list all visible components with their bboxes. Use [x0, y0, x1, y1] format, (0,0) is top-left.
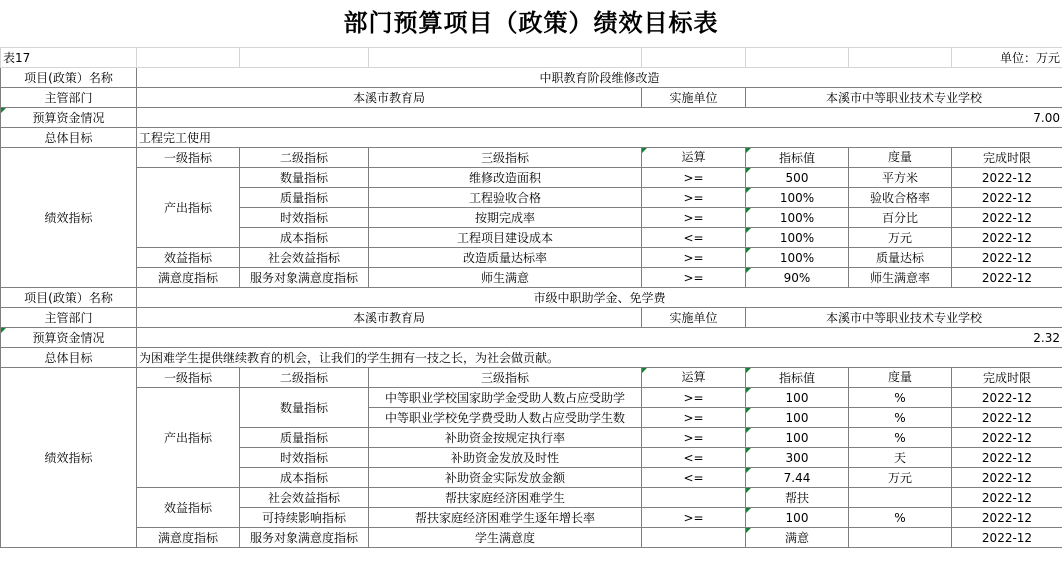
level3-cell: 师生满意: [369, 268, 642, 288]
budget-value: 2.32: [137, 328, 1062, 348]
level3-cell: 帮扶家庭经济困难学生: [369, 488, 642, 508]
operator-cell: >=: [642, 408, 746, 428]
level1-cell: 满意度指标: [137, 268, 240, 288]
operator-cell: >=: [642, 248, 746, 268]
unit-label: 单位：万元: [952, 48, 1062, 68]
value-cell: 100: [746, 428, 849, 448]
operator-cell: >=: [642, 508, 746, 528]
budget-value: 7.00: [137, 108, 1062, 128]
deadline-cell: 2022-12: [952, 448, 1062, 468]
header-level3: 三级指标: [369, 368, 642, 388]
level1-cell: 效益指标: [137, 488, 240, 528]
level1-cell: 产出指标: [137, 388, 240, 488]
level2-cell: 质量指标: [240, 188, 369, 208]
operator-cell: >=: [642, 428, 746, 448]
header-level2: 二级指标: [240, 368, 369, 388]
level3-cell: 按期完成率: [369, 208, 642, 228]
goal-label: 总体目标: [1, 348, 137, 368]
level2-cell: 可持续影响指标: [240, 508, 369, 528]
operator-cell: >=: [642, 388, 746, 408]
value-cell: 300: [746, 448, 849, 468]
unit-cell: 百分比: [849, 208, 952, 228]
header-deadline: 完成时限: [952, 368, 1062, 388]
level1-cell: 效益指标: [137, 248, 240, 268]
value-cell: 100: [746, 388, 849, 408]
dept-row: [1, 88, 1062, 108]
goal-label: 总体目标: [1, 128, 137, 148]
budget-label: 预算资金情况: [1, 328, 137, 348]
level2-cell: 成本指标: [240, 468, 369, 488]
level3-cell: 中等职业学校免学费受助人数占应受助学生数: [369, 408, 642, 428]
header-level3: 三级指标: [369, 148, 642, 168]
header-unit: 度量: [849, 148, 952, 168]
value-cell: 帮扶: [746, 488, 849, 508]
project-name-label: 项目(政策）名称: [1, 68, 137, 88]
level3-cell: 补助资金实际发放金额: [369, 468, 642, 488]
indicator-header-row: [1, 148, 1062, 168]
project-name-row: [1, 288, 1062, 308]
unit-cell: 质量达标: [849, 248, 952, 268]
level3-cell: 工程验收合格: [369, 188, 642, 208]
deadline-cell: 2022-12: [952, 428, 1062, 448]
value-cell: 500: [746, 168, 849, 188]
value-cell: 7.44: [746, 468, 849, 488]
value-cell: 100%: [746, 188, 849, 208]
unit-cell: %: [849, 408, 952, 428]
value-cell: 100%: [746, 248, 849, 268]
header-unit: 度量: [849, 368, 952, 388]
goal-value: 工程完工使用: [137, 128, 1062, 148]
unit-cell: 天: [849, 448, 952, 468]
table-row: [1, 388, 1062, 408]
deadline-cell: 2022-12: [952, 208, 1062, 228]
value-cell: 满意: [746, 528, 849, 548]
header-level2: 二级指标: [240, 148, 369, 168]
deadline-cell: 2022-12: [952, 228, 1062, 248]
operator-cell: >=: [642, 208, 746, 228]
level1-cell: 满意度指标: [137, 528, 240, 548]
dept-value: 本溪市教育局: [137, 88, 642, 108]
page-title: 部门预算项目（政策）绩效目标表: [343, 8, 719, 37]
header-operator: 运算: [642, 148, 746, 168]
value-cell: 100: [746, 508, 849, 528]
performance-table: [0, 47, 1062, 548]
goal-row: [1, 348, 1062, 368]
perf-label: 绩效指标: [1, 368, 137, 548]
header-deadline: 完成时限: [952, 148, 1062, 168]
level3-cell: 中等职业学校国家助学金受助人数占应受助学: [369, 388, 642, 408]
unit-cell: 验收合格率: [849, 188, 952, 208]
budget-row: [1, 328, 1062, 348]
table-row: [1, 248, 1062, 268]
deadline-cell: 2022-12: [952, 248, 1062, 268]
operator-cell: <=: [642, 468, 746, 488]
budget-label: 预算资金情况: [1, 108, 137, 128]
unit-cell: [849, 528, 952, 548]
operator-cell: [642, 488, 746, 508]
impl-unit-label: 实施单位: [642, 308, 746, 328]
deadline-cell: 2022-12: [952, 528, 1062, 548]
level3-cell: 学生满意度: [369, 528, 642, 548]
deadline-cell: 2022-12: [952, 388, 1062, 408]
value-cell: 100: [746, 408, 849, 428]
unit-cell: 平方米: [849, 168, 952, 188]
operator-cell: <=: [642, 448, 746, 468]
unit-cell: %: [849, 428, 952, 448]
header-value: 指标值: [746, 368, 849, 388]
level2-cell: 社会效益指标: [240, 248, 369, 268]
level2-cell: 服务对象满意度指标: [240, 268, 369, 288]
operator-cell: >=: [642, 268, 746, 288]
impl-unit-value: 本溪市中等职业技术专业学校: [746, 308, 1062, 328]
deadline-cell: 2022-12: [952, 268, 1062, 288]
table-number: 表17: [1, 48, 137, 68]
indicator-header-row: [1, 368, 1062, 388]
level2-cell: 社会效益指标: [240, 488, 369, 508]
level2-cell: 时效指标: [240, 448, 369, 468]
operator-cell: >=: [642, 188, 746, 208]
header-level1: 一级指标: [137, 148, 240, 168]
project-name-label: 项目(政策）名称: [1, 288, 137, 308]
dept-row: [1, 308, 1062, 328]
deadline-cell: 2022-12: [952, 468, 1062, 488]
unit-cell: %: [849, 388, 952, 408]
unit-cell: %: [849, 508, 952, 528]
level2-cell: 质量指标: [240, 428, 369, 448]
perf-label: 绩效指标: [1, 148, 137, 288]
project-name-value: 中职教育阶段维修改造: [137, 68, 1062, 88]
level3-cell: 改造质量达标率: [369, 248, 642, 268]
operator-cell: [642, 528, 746, 548]
value-cell: 100%: [746, 208, 849, 228]
goal-row: [1, 128, 1062, 148]
dept-value: 本溪市教育局: [137, 308, 642, 328]
impl-unit-label: 实施单位: [642, 88, 746, 108]
level3-cell: 帮扶家庭经济困难学生逐年增长率: [369, 508, 642, 528]
level2-cell: 数量指标: [240, 168, 369, 188]
value-cell: 90%: [746, 268, 849, 288]
header-value: 指标值: [746, 148, 849, 168]
level2-cell: 时效指标: [240, 208, 369, 228]
header-operator: 运算: [642, 368, 746, 388]
level3-cell: 工程项目建设成本: [369, 228, 642, 248]
level2-cell: 服务对象满意度指标: [240, 528, 369, 548]
sheet-header-row: [1, 48, 1062, 68]
impl-unit-value: 本溪市中等职业技术专业学校: [746, 88, 1062, 108]
unit-cell: 万元: [849, 228, 952, 248]
level2-cell: 成本指标: [240, 228, 369, 248]
unit-cell: [849, 488, 952, 508]
operator-cell: >=: [642, 168, 746, 188]
table-row: [1, 528, 1062, 548]
project-name-value: 市级中职助学金、免学费: [137, 288, 1062, 308]
value-cell: 100%: [746, 228, 849, 248]
level2-cell: 数量指标: [240, 388, 369, 428]
dept-label: 主管部门: [1, 308, 137, 328]
deadline-cell: 2022-12: [952, 168, 1062, 188]
deadline-cell: 2022-12: [952, 408, 1062, 428]
level3-cell: 补助资金按规定执行率: [369, 428, 642, 448]
deadline-cell: 2022-12: [952, 508, 1062, 528]
level3-cell: 维修改造面积: [369, 168, 642, 188]
level1-cell: 产出指标: [137, 168, 240, 248]
header-level1: 一级指标: [137, 368, 240, 388]
table-row: [1, 168, 1062, 188]
dept-label: 主管部门: [1, 88, 137, 108]
unit-cell: 万元: [849, 468, 952, 488]
table-row: [1, 268, 1062, 288]
project-name-row: [1, 68, 1062, 88]
unit-cell: 师生满意率: [849, 268, 952, 288]
operator-cell: <=: [642, 228, 746, 248]
level3-cell: 补助资金发放及时性: [369, 448, 642, 468]
deadline-cell: 2022-12: [952, 188, 1062, 208]
budget-row: [1, 108, 1062, 128]
deadline-cell: 2022-12: [952, 488, 1062, 508]
goal-value: 为困难学生提供继续教育的机会，让我们的学生拥有一技之长，为社会做贡献。: [137, 348, 1062, 368]
table-row: [1, 488, 1062, 508]
